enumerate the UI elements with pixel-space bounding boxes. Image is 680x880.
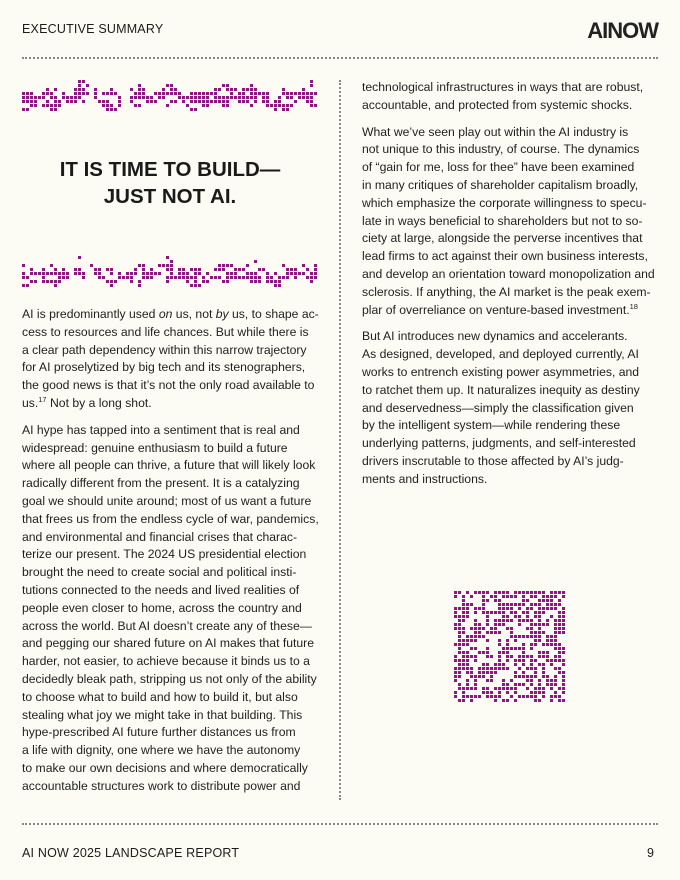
- report-label: AI NOW 2025 LANDSCAPE REPORT: [22, 846, 240, 860]
- page-number: 9: [647, 846, 654, 860]
- decorative-pixel-square: [454, 591, 566, 708]
- ainow-logo: AINOW: [587, 18, 658, 43]
- pullquote-heading: [22, 156, 318, 210]
- header-divider: [22, 57, 658, 59]
- decorative-pattern-top: [22, 80, 318, 117]
- decorative-pattern-bottom: [22, 256, 318, 293]
- footnote-ref[interactable]: 17: [38, 394, 47, 404]
- footer-divider: [22, 823, 658, 825]
- paragraph: technological infrastructures in ways that are robust, accountable, and protected from systemic shocks.: [362, 80, 644, 112]
- right-column: [362, 79, 662, 498]
- column-divider: [339, 80, 341, 800]
- section-label: EXECUTIVE SUMMARY: [22, 22, 164, 36]
- left-column: [22, 306, 322, 805]
- paragraph: What we’ve seen play out within the AI industry is not unique to this industry, of course. The dynamics of “gain for me, loss for thee” have been examined in many critiques of shareholder capitalism broadly, which emphasize the corporate willingness to specu- late in ways beneficial to shareholders but not to so- ciety at large, alongside the perverse incentives that lead firms to act against their own business interests, and develop an orientation toward monopolization and sclerosis. If anything, the AI market is the peak exem- plar of overreliance on venture-based investment.$^{18}$: [362, 124, 655, 317]
- paragraph: AI hype has tapped into a sentiment that is real and widespread: genuine enthusiasm to build a future where all people can thrive, a future that will likely look radically different from the present. It is a catalyzing goal we should unite around; most of us want a future that frees us from the endless cycle of war, pandemics, and environmental and financial crises that charac- terize our present. The 2024 US presidential election brought the need to create social and political insti- tutions connected to the needs and lived realities of people even closer to home, across the country and across the world. But AI doesn’t create any of these— and pegging our shared future on AI makes that future harder, not easier, to achieve because it binds us to a decidedly bleak path, stripping us not only of the ability to choose what to build and how to build it, but also stealing what joy we might take in that building. This hype-prescribed AI future further distances us from a life with dignity, one where we have the autonomy to make our own decisions and where democratically accountable structures work to distribute power and: [22, 422, 319, 793]
- paragraph: But AI introduces new dynamics and accelerants. As designed, developed, and deployed currently, AI works to entrench existing power asymmetries, and to ratchet them up. It naturalizes inequity as destiny and deservedness—simply the classification given by the intelligent system—while rendering these underlying patterns, judgments, and self-interested drivers inscrutable to those affected by AI’s judg- ments and instructions.: [362, 329, 640, 486]
- paragraph: AI is predominantly used on us, not by us, to shape ac- cess to resources and life chances. But while there is a clear path dependency within this narrow trajectory for AI proselytized by big tech and its stenographers, the good news is that it’s not the only road available to us.$^{17}$ Not by a long shot.: [22, 307, 319, 410]
- pullquote-line-2: JUST NOT AI.: [103, 185, 237, 208]
- pullquote-line-1: IT IS TIME TO BUILD—: [59, 158, 281, 181]
- footnote-ref[interactable]: 18: [629, 301, 638, 311]
